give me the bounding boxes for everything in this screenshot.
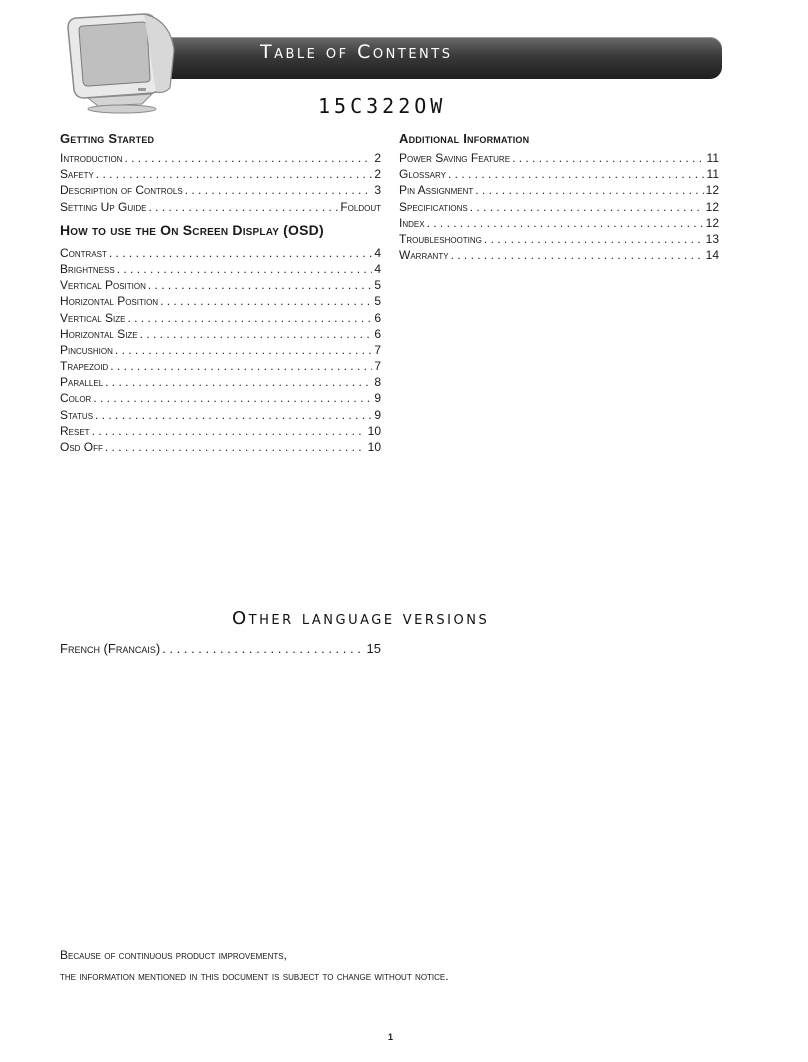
disclaimer bbox=[60, 945, 449, 987]
toc-entry[interactable] bbox=[60, 374, 381, 390]
toc-entry-title: Contrast bbox=[60, 245, 107, 260]
dot-leader bbox=[162, 641, 364, 657]
toc-entry[interactable] bbox=[60, 310, 381, 326]
toc-entry[interactable] bbox=[399, 215, 719, 231]
toc-entry-page: 2 bbox=[374, 151, 381, 165]
toc-entry-page: 12 bbox=[705, 183, 719, 198]
toc-entry[interactable] bbox=[60, 293, 381, 309]
dot-leader bbox=[105, 439, 366, 455]
toc-entry[interactable] bbox=[399, 182, 719, 198]
disclaimer-line-1: Because of continuous product improvements, bbox=[60, 948, 287, 962]
toc-entry-title: Index bbox=[399, 215, 425, 230]
toc-entry-title: Reset bbox=[60, 423, 90, 438]
disclaimer-line-2: the information mentioned in this document is subject to change without notice. bbox=[60, 969, 449, 983]
toc-entry-page: 4 bbox=[374, 245, 381, 260]
dot-leader bbox=[93, 390, 372, 406]
page-title: Table of Contents bbox=[260, 41, 453, 63]
toc-entry[interactable] bbox=[399, 247, 719, 263]
toc-entry[interactable] bbox=[60, 182, 381, 198]
toc-entry-page: 8 bbox=[374, 375, 381, 390]
toc-entry-page: 11 bbox=[706, 151, 719, 165]
toc-entry-page: 12 bbox=[705, 199, 719, 214]
toc-entry-title: Specifications bbox=[399, 199, 468, 214]
dot-leader bbox=[92, 423, 366, 439]
toc-entry-page: 6 bbox=[374, 310, 381, 325]
toc-entry-title: Glossary bbox=[399, 167, 446, 182]
dot-leader bbox=[427, 215, 704, 231]
crt-monitor-icon bbox=[58, 10, 178, 115]
section-heading-additional-information: Additional Information bbox=[399, 131, 530, 146]
toc-entry[interactable] bbox=[60, 407, 381, 423]
toc-entry-page: 9 bbox=[374, 391, 381, 406]
toc-entry[interactable] bbox=[60, 245, 381, 261]
toc-entry[interactable] bbox=[60, 166, 381, 182]
toc-list-osd bbox=[60, 245, 381, 455]
toc-entry[interactable] bbox=[60, 439, 381, 455]
toc-entry-page: 10 bbox=[367, 440, 381, 454]
toc-entry[interactable] bbox=[399, 199, 719, 215]
toc-list-other-languages bbox=[60, 641, 381, 657]
dot-leader bbox=[96, 166, 373, 182]
toc-entry-title: Brightness bbox=[60, 261, 115, 276]
toc-entry-page: 7 bbox=[374, 342, 381, 357]
toc-entry-page: 3 bbox=[374, 183, 381, 198]
toc-entry[interactable] bbox=[60, 261, 381, 277]
toc-entry-page: 15 bbox=[366, 641, 381, 656]
toc-entry[interactable] bbox=[60, 390, 381, 406]
model-number: 15C322OW bbox=[318, 94, 447, 118]
dot-leader bbox=[148, 277, 372, 293]
toc-entry-page: 13 bbox=[705, 231, 719, 246]
toc-entry-title: Warranty bbox=[399, 248, 449, 263]
toc-list-getting-started bbox=[60, 150, 381, 215]
toc-entry[interactable] bbox=[60, 342, 381, 358]
dot-leader bbox=[117, 261, 373, 277]
page-number: 1 bbox=[388, 1032, 394, 1042]
dot-leader bbox=[451, 247, 704, 263]
dot-leader bbox=[95, 407, 372, 423]
toc-entry-title: Introduction bbox=[60, 151, 123, 165]
toc-entry[interactable] bbox=[60, 150, 381, 166]
toc-entry-title: Trapezoid bbox=[60, 359, 109, 374]
toc-entry-page: 5 bbox=[374, 278, 381, 293]
toc-entry-title: Troubleshooting bbox=[399, 231, 482, 246]
toc-entry[interactable] bbox=[60, 423, 381, 439]
toc-entry[interactable] bbox=[60, 358, 381, 374]
toc-entry-title: Parallel bbox=[60, 375, 104, 390]
dot-leader bbox=[185, 182, 373, 198]
toc-entry-title: Pincushion bbox=[60, 342, 113, 357]
dot-leader bbox=[124, 150, 372, 166]
toc-entry-title: French (Francais) bbox=[60, 641, 161, 656]
toc-entry[interactable] bbox=[60, 641, 381, 657]
dot-leader bbox=[109, 245, 372, 261]
toc-entry-page: 4 bbox=[374, 261, 381, 276]
toc-entry-title: Setting Up Guide bbox=[60, 199, 147, 214]
section-heading-osd: How to use the On Screen Display (OSD) bbox=[60, 221, 324, 238]
dot-leader bbox=[115, 342, 372, 358]
dot-leader bbox=[140, 326, 373, 342]
toc-right-column bbox=[399, 130, 719, 263]
dot-leader bbox=[110, 358, 372, 374]
other-languages-heading: Other language versions bbox=[232, 608, 490, 629]
toc-entry-page: 5 bbox=[374, 294, 381, 309]
dot-leader bbox=[448, 166, 705, 182]
toc-entry-page: 6 bbox=[374, 326, 381, 341]
toc-list-additional bbox=[399, 150, 719, 263]
toc-entry-title: Osd Off bbox=[60, 440, 103, 454]
toc-left-column bbox=[60, 130, 381, 455]
toc-entry-title: Color bbox=[60, 391, 92, 406]
toc-entry-title: Vertical Position bbox=[60, 278, 146, 293]
dot-leader bbox=[484, 231, 704, 247]
toc-entry-title: Safety bbox=[60, 167, 94, 182]
toc-entry-page: Foldout bbox=[340, 199, 381, 214]
toc-entry-page: 10 bbox=[367, 423, 381, 438]
toc-entry-page: 2 bbox=[374, 167, 381, 182]
dot-leader bbox=[160, 293, 372, 309]
toc-entry-title: Pin Assignment bbox=[399, 183, 474, 198]
toc-entry[interactable] bbox=[399, 231, 719, 247]
toc-entry-page: 7 bbox=[374, 359, 381, 374]
dot-leader bbox=[148, 199, 338, 215]
toc-entry-title: Horizontal Size bbox=[60, 326, 138, 341]
toc-entry-page: 9 bbox=[374, 407, 381, 422]
dot-leader bbox=[470, 199, 704, 215]
toc-entry[interactable] bbox=[399, 150, 719, 166]
toc-entry[interactable] bbox=[60, 277, 381, 293]
toc-entry-title: Power Saving Feature bbox=[399, 151, 511, 165]
toc-entry[interactable] bbox=[60, 326, 381, 342]
toc-entry-title: Vertical Size bbox=[60, 310, 126, 325]
toc-entry-page: 14 bbox=[705, 248, 719, 263]
dot-leader bbox=[105, 374, 372, 390]
dot-leader bbox=[127, 310, 372, 326]
toc-entry-page: 11 bbox=[706, 167, 719, 182]
toc-entry[interactable] bbox=[399, 166, 719, 182]
toc-entry-title: Description of Controls bbox=[60, 183, 183, 198]
toc-entry[interactable] bbox=[60, 199, 381, 215]
dot-leader bbox=[512, 150, 704, 166]
dot-leader bbox=[475, 182, 703, 198]
toc-entry-title: Horizontal Position bbox=[60, 294, 159, 309]
toc-entry-page: 12 bbox=[705, 215, 719, 230]
toc-entry-title: Status bbox=[60, 407, 94, 422]
section-heading-getting-started: Getting Started bbox=[60, 131, 155, 146]
